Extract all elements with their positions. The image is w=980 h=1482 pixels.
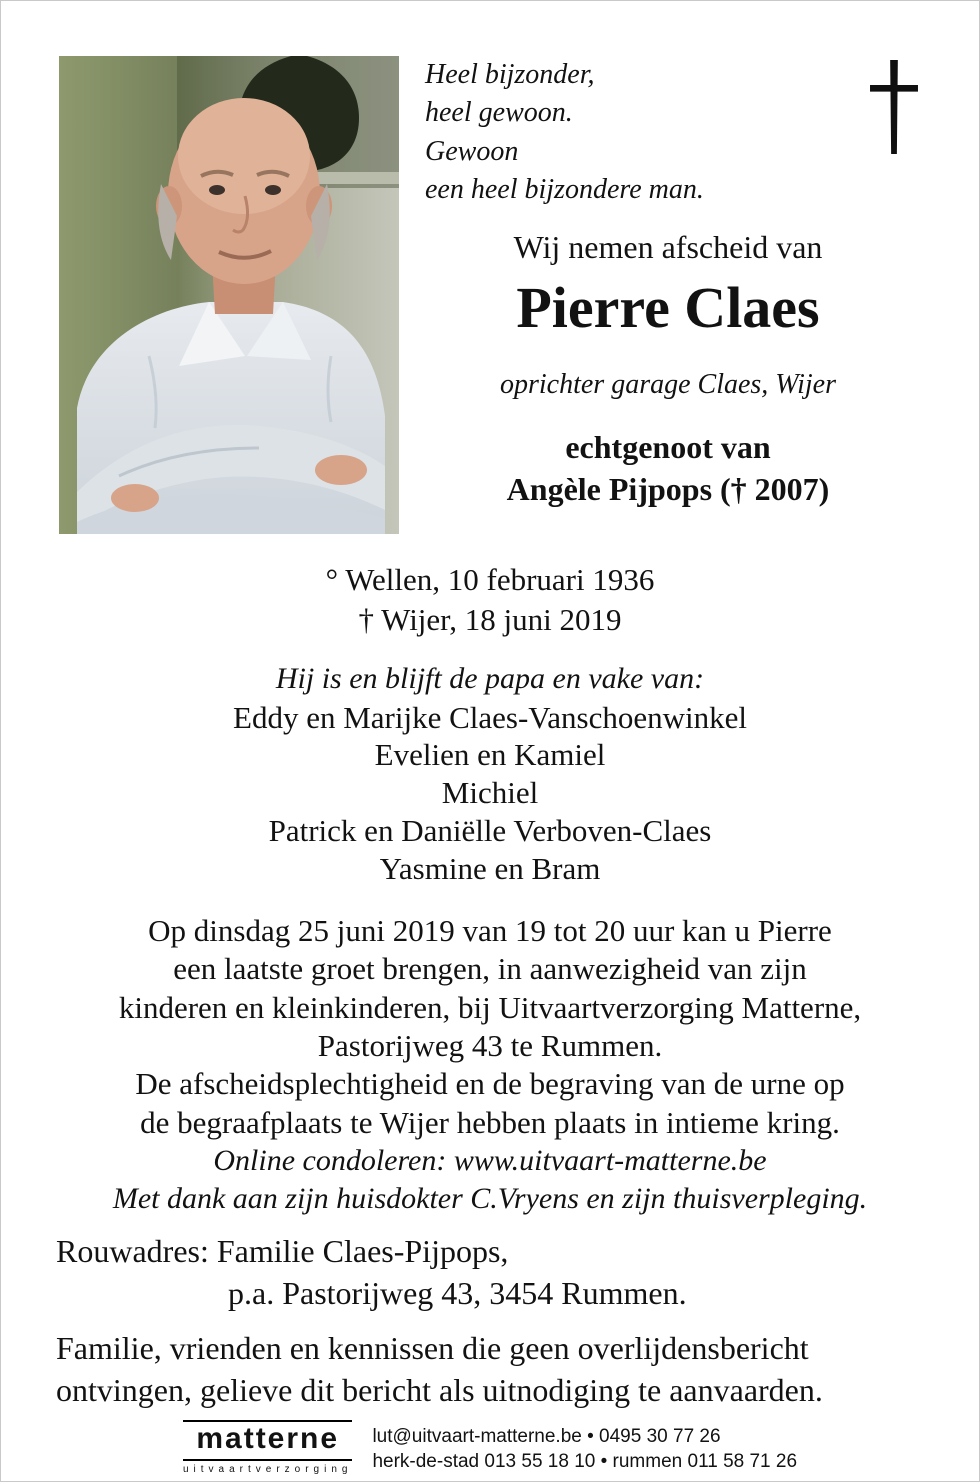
opening-quote bbox=[425, 56, 869, 209]
mourning-address-line: p.a. Pastorijweg 43, 3454 Rummen. bbox=[228, 1274, 687, 1311]
brand-subtitle: uitvaartverzorging bbox=[182, 1464, 353, 1476]
family-member: Patrick en Daniëlle Verboven-Claes bbox=[268, 813, 712, 849]
deceased-subtitle: oprichter garage Claes, Wijer bbox=[500, 369, 836, 401]
contact-line-offices: herk-de-stad 013 55 18 10 • rummen 011 58 71 26 bbox=[372, 1451, 798, 1473]
announcement-line: Pastorijweg 43 te Rummen. bbox=[317, 1027, 663, 1063]
spouse-label: echtgenoot van bbox=[565, 429, 771, 466]
mourning-address-line: Rouwadres: Familie Claes-Pijpops, bbox=[56, 1233, 509, 1270]
quote-line: heel gewoon. bbox=[425, 97, 573, 129]
main-content bbox=[1, 560, 979, 1476]
announcement-line: Op dinsdag 25 juni 2019 van 19 tot 20 uur kan u Pierre bbox=[148, 912, 832, 948]
spouse-name: Angèle Pijpops († 2007) bbox=[506, 470, 830, 507]
family-intro: Hij is en blijft de papa en vake van: bbox=[275, 661, 705, 695]
family-member: Evelien en Kamiel bbox=[374, 737, 606, 773]
announcement-line: een laatste groet brengen, in aanwezigheid van zijn bbox=[173, 951, 807, 987]
header-section bbox=[1, 1, 979, 534]
online-condolence-line: Online condoleren: www.uitvaart-matterne.be bbox=[213, 1144, 767, 1178]
family-member: Eddy en Marijke Claes-Vanschoenwinkel bbox=[233, 699, 747, 735]
portrait-photo bbox=[59, 56, 399, 534]
quote-row bbox=[399, 56, 937, 209]
death-date: † Wijer, 18 juni 2019 bbox=[358, 602, 622, 638]
announcement-line: De afscheidsplechtigheid en de begraving van de urne op bbox=[135, 1066, 845, 1102]
closing-line: Familie, vrienden en kennissen die geen overlijdensbericht bbox=[56, 1330, 809, 1367]
footer bbox=[56, 1420, 924, 1477]
announcement-line: kinderen en kleinkinderen, bij Uitvaartverzorging Matterne, bbox=[118, 989, 862, 1025]
mourning-address bbox=[56, 1231, 924, 1314]
family-member: Michiel bbox=[441, 775, 539, 811]
family-member: Yasmine en Bram bbox=[379, 850, 601, 886]
quote-line: Gewoon bbox=[425, 135, 519, 167]
cross-icon bbox=[869, 60, 919, 159]
farewell-intro: Wij nemen afscheid van bbox=[513, 229, 823, 266]
portrait-photo-graphic bbox=[59, 56, 399, 534]
life-dates bbox=[56, 560, 924, 641]
closing-line: ontvingen, gelieve dit bericht als uitnodiging te aanvaarden. bbox=[56, 1372, 823, 1409]
spouse-block bbox=[399, 427, 937, 510]
brand-name: matterne bbox=[183, 1420, 352, 1462]
birth-date: ° Wellen, 10 februari 1936 bbox=[325, 562, 655, 597]
thanks-line: Met dank aan zijn huisdokter C.Vryens en zijn thuisverpleging. bbox=[112, 1181, 868, 1215]
footer-contact bbox=[372, 1420, 797, 1475]
contact-line-email-phone: lut@uitvaart-matterne.be • 0495 30 77 26 bbox=[372, 1425, 721, 1447]
ceremony-announcement bbox=[56, 912, 924, 1143]
condolence-note bbox=[56, 1142, 924, 1217]
quote-line: Heel bijzonder, bbox=[425, 59, 595, 90]
closing-note bbox=[56, 1328, 924, 1411]
deceased-name: Pierre Claes bbox=[516, 275, 820, 341]
header-right-column bbox=[399, 56, 937, 534]
quote-line: een heel bijzondere man. bbox=[425, 174, 704, 206]
family-members bbox=[56, 699, 924, 888]
announcement-line: de begraafplaats te Wijer hebben plaats in intieme kring. bbox=[140, 1104, 840, 1140]
matterne-logo bbox=[183, 1420, 352, 1477]
